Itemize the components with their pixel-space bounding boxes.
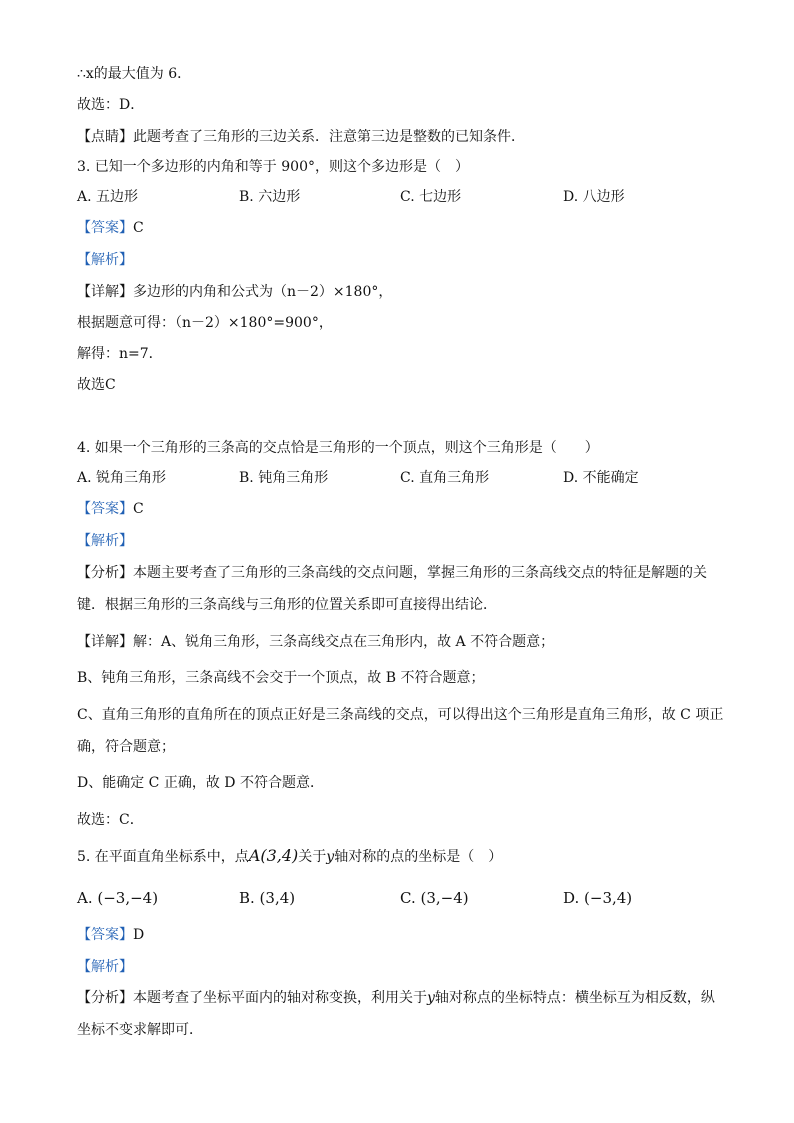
q3-solve-line: 解得：n=7． <box>77 346 163 362</box>
q4-detail-tag: 【详解】 <box>77 634 133 650</box>
q4-answer: C <box>133 501 144 517</box>
q4-detail-line-1 <box>77 632 554 652</box>
dianjing-text: 此题考查了三角形的三边关系．注意第三边是整数的已知条件． <box>133 129 525 145</box>
q4-fenxi-line-1 <box>77 563 707 583</box>
q4-detail-line-5: D、能确定 C 正确，故 D 不符合题意． <box>77 775 324 791</box>
q4-option-b: B. 钝角三角形 <box>239 470 329 486</box>
q3-answer-tag: 【答案】 <box>77 220 133 236</box>
q3-equation-line: 根据题意可得：（n－2）×180°=900°， <box>77 315 333 331</box>
q3-detail-tag: 【详解】 <box>77 284 133 300</box>
q5-option-c: C. (3,−4) <box>400 889 469 907</box>
q4-detail-line-3: C、直角三角形的直角所在的顶点正好是三条高线的交点，可以得出这个三角形是直角三角形，故 C 项正 <box>77 707 724 723</box>
q4-answer-line <box>77 499 144 519</box>
q4-fenxi-tag: 【分析】 <box>77 565 133 581</box>
q4-answer-tag: 【答案】 <box>77 501 133 517</box>
q5-point: A(3,4) <box>248 846 299 865</box>
q3-option-d: D. 八边形 <box>563 189 625 205</box>
q5-stem-post: 轴对称的点的坐标是（ ） <box>334 849 503 865</box>
question-4-stem: 4. 如果一个三角形的三条高的交点恰是三角形的一个顶点，则这个三角形是（ ） <box>77 440 599 456</box>
q5-fenxi-line-1 <box>77 988 715 1008</box>
q5-answer: D <box>133 927 145 943</box>
q3-detail-text: 多边形的内角和公式为（n－2）×180°， <box>133 284 393 300</box>
q4-fenxi-text-1: 本题主要考查了三角形的三条高线的交点问题，掌握三角形的三条高线交点的特征是解题的关 <box>133 565 707 581</box>
q5-option-b: B. (3,4) <box>239 889 296 907</box>
q3-answer-line <box>77 218 144 238</box>
q5-option-d: D. (−3,4) <box>563 889 633 907</box>
q4-option-a: A. 锐角三角形 <box>77 470 167 486</box>
q3-detail-line <box>77 282 392 302</box>
dianjing-tag: 【点睛】 <box>77 129 133 145</box>
q5-option-a: A. (−3,−4) <box>77 889 159 907</box>
dianjing-line <box>77 127 525 147</box>
choice-line: 故选：D． <box>77 97 145 113</box>
q4-detail-text-1: 解：A、锐角三角形，三条高线交点在三角形内，故 A 不符合题意； <box>133 634 555 650</box>
q5-fenxi-text-1c: 轴对称点的坐标特点：横坐标互为相反数，纵 <box>434 990 715 1006</box>
question-3-stem: 3. 已知一个多边形的内角和等于 900°，则这个多边形是（ ） <box>77 159 469 175</box>
q5-fenxi-tag: 【分析】 <box>77 990 133 1006</box>
q5-fenxi-line-2: 坐标不变求解即可． <box>77 1022 203 1038</box>
q4-analysis-tag: 【解析】 <box>77 533 133 549</box>
q4-option-d: D. 不能确定 <box>563 470 639 486</box>
q4-fenxi-line-2: 键．根据三角形的三条高线与三角形的位置关系即可直接得出结论． <box>77 597 497 613</box>
q3-option-a: A. 五边形 <box>77 189 139 205</box>
q5-fenxi-axis: y <box>427 990 435 1006</box>
q3-analysis-tag: 【解析】 <box>77 252 133 268</box>
conclusion-line: ∴x的最大值为 6． <box>77 66 192 82</box>
q4-option-c: C. 直角三角形 <box>400 470 490 486</box>
q5-axis: y <box>326 849 335 865</box>
q5-analysis-tag: 【解析】 <box>77 959 133 975</box>
q3-answer: C <box>133 220 144 236</box>
q5-answer-line <box>77 925 144 945</box>
q5-stem-mid: 关于 <box>298 849 327 865</box>
q5-stem-pre: 5. 在平面直角坐标系中，点 <box>77 849 249 865</box>
q4-choice-line: 故选：C． <box>77 812 144 828</box>
question-5-stem <box>77 846 502 867</box>
q5-answer-tag: 【答案】 <box>77 927 133 943</box>
q3-choice-line: 故选C <box>77 377 116 393</box>
q4-detail-line-2: B、钝角三角形，三条高线不会交于一个顶点，故 B 不符合题意； <box>77 670 485 686</box>
q3-option-b: B. 六边形 <box>239 189 301 205</box>
q5-fenxi-text-1a: 本题考查了坐标平面内的轴对称变换，利用关于 <box>133 990 427 1006</box>
q4-detail-line-4: 确，符合题意； <box>77 739 175 755</box>
q3-option-c: C. 七边形 <box>400 189 462 205</box>
